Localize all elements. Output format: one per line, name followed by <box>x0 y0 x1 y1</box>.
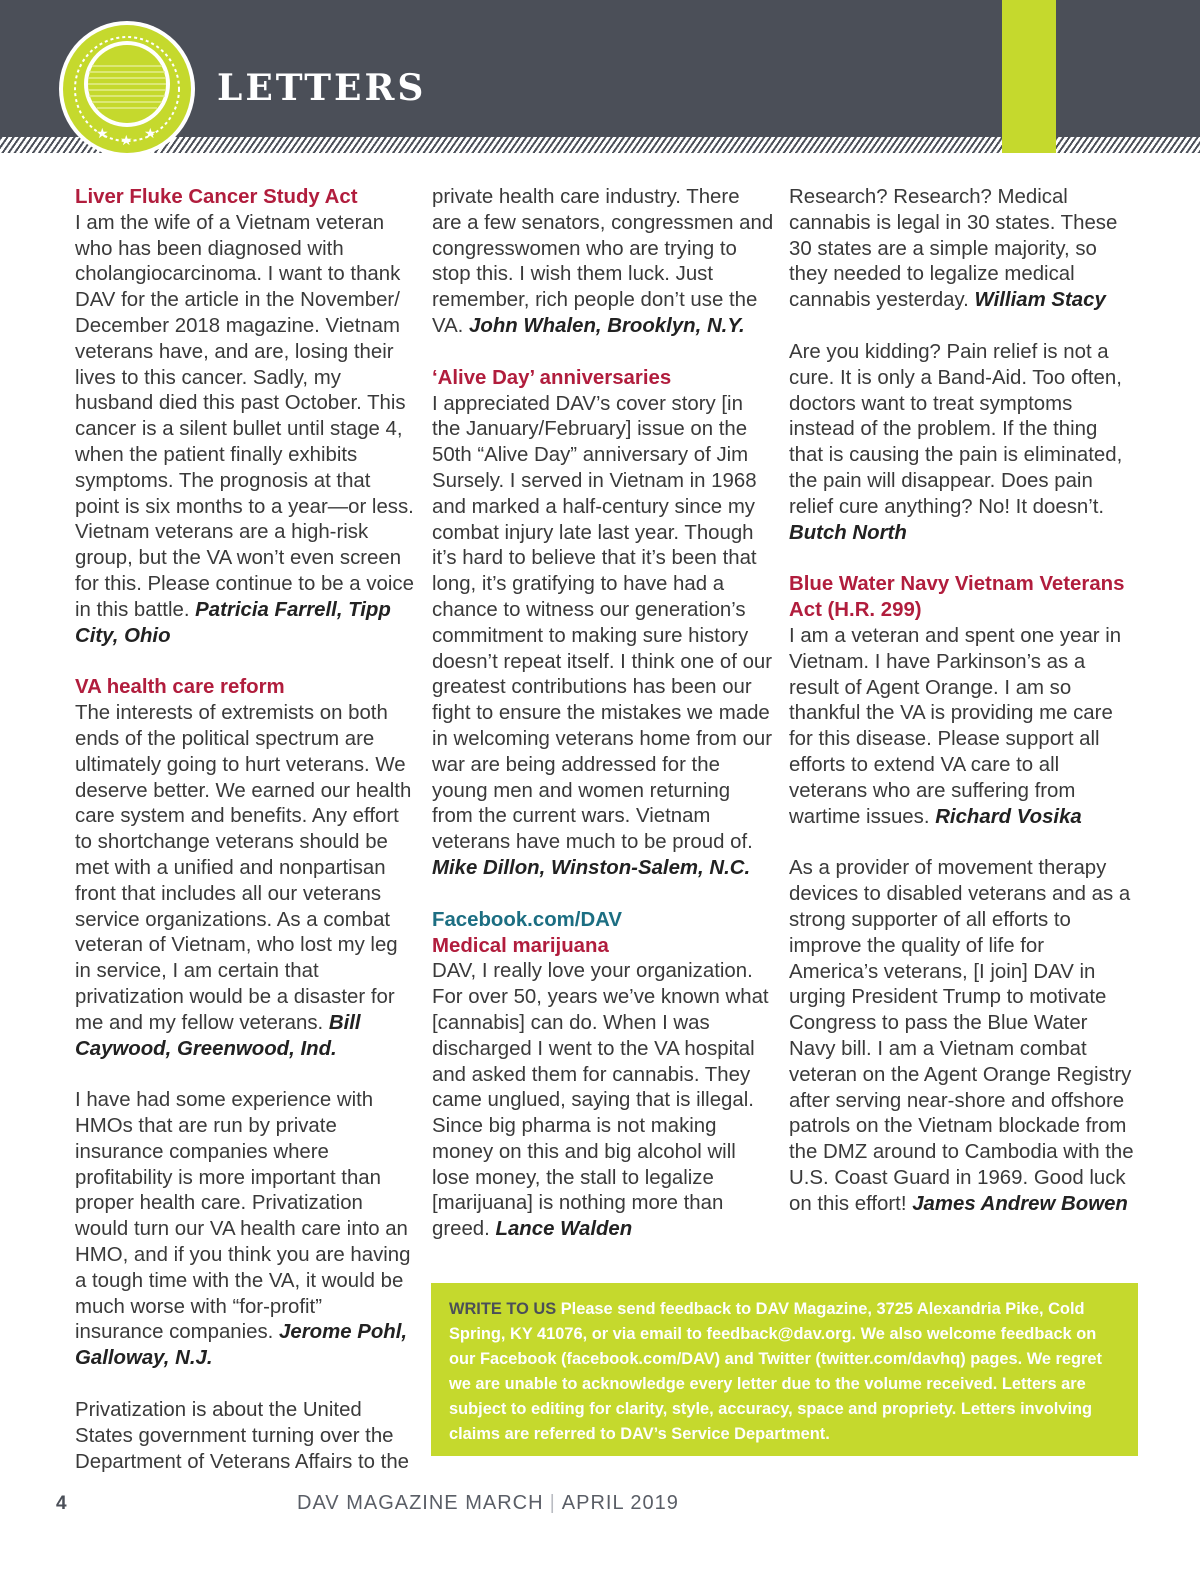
letter-signature: William Stacy <box>974 289 1106 312</box>
letter-text: I have had some experience with HMOs that are run by private insurance companies where profitability is more important than proper health care. Privatization would turn our VA health care into an HMO, and if you think you are having a tough time with the VA, it would be much worse with “for-profit” insurance companies. Jerome Pohl, Galloway, N.J. <box>75 1089 411 1370</box>
letter-text: Research? Research? Medical cannabis is legal in 30 states. These 30 states are a simple majority, so they needed to legalize medical cannabis yesterday. William Stacy <box>789 186 1118 312</box>
letter-text: private health care industry. There are a few senators, congressmen and congresswomen who are trying to stop this. I wish them luck. Just remember, rich people don’t use the VA. John Whalen, Brooklyn, N.Y. <box>432 186 774 337</box>
write-to-us-text: Please send feedback to DAV Magazine, 3725 Alexandria Pike, Cold Spring, KY 41076, or via email to feedback@dav.org. We also welcome feedback on our Facebook (facebook.com/DAV) and Twitter (twitter.com/davhq) pages. We regret we are unable to acknowledge every letter due to the volume received. Letters are subject to editing for clarity, style, accuracy, space and propriety. Letters involving claims are referred to DAV’s Service Department. <box>449 1300 1102 1443</box>
page-title: LETTERS <box>217 67 427 109</box>
letter-text: Privatization is about the United States government turning over the Department of Veterans Affairs to the <box>75 1399 409 1473</box>
letter-signature: Bill Caywood, Greenwood, Ind. <box>75 1011 361 1060</box>
heading-alive-day: ‘Alive Day’ anniversaries <box>432 366 672 389</box>
letter-text: As a provider of movement therapy devices to disabled veterans and as a strong supporter of all efforts to improve the quality of life for America’s veterans, [I join] DAV in urging President Trump to motivate Congress to pass the Blue Water Navy bill. I am a Vietnam combat veteran on the Agent Orange Registry after serving near-shore and offshore patrols on the Vietnam blockade from the DMZ around to Cambodia with the U.S. Coast Guard in 1969. Good luck on this effort! James Andrew Bowen <box>789 857 1134 1215</box>
letter-signature: John Whalen, Brooklyn, N.Y. <box>469 314 745 337</box>
letter-signature: Patricia Farrell, Tipp City, Ohio <box>75 598 391 647</box>
letter-text: The interests of extremists on both ends of the political spectrum are ultimately going to hurt veterans. We deserve better. We earned our health care system and benefits. Any effort to shortchange veterans should be met with a unified and nonpartisan front that includes all our veterans service organizations. As a combat veteran of Vietnam, who lost my leg in service, I am certain that privatization would be a disaster for me and my fellow veterans. Bill Caywood, Greenwood, Ind. <box>75 702 412 1060</box>
column-2 <box>432 185 774 1243</box>
svg-text:★: ★ <box>120 133 133 149</box>
letter-text: Are you kidding? Pain relief is not a cure. It is only a Band-Aid. Too often, doctors want to treat symptoms instead of the problem. If the thing that is causing the pain is eliminated, the pain will disappear. Does pain relief cure anything? No! It doesn’t. Butch North <box>789 340 1123 544</box>
heading-blue-water-navy: Blue Water Navy Vietnam Veterans Act (H.R. 299) <box>789 573 1125 622</box>
svg-text:★: ★ <box>96 126 109 142</box>
letter-text: I am the wife of a Vietnam veteran who has been diagnosed with cholangiocarcinoma. I want to thank DAV for the article in the November/ December 2018 magazine. Vietnam veterans have, and are, losing their lives to this cancer. Sadly, my husband died this past October. This cancer is a silent bullet until stage 4, when the patient finally exhibits symptoms. The prognosis at that point is six months to a year—or less. Vietnam veterans are a high-risk group, but the VA won’t even screen for this. Please continue to be a voice in this battle. Patricia Farrell, Tipp City, Ohio <box>75 211 414 647</box>
column-3 <box>789 185 1134 1217</box>
svg-text:★: ★ <box>144 126 157 142</box>
letter-signature: Richard Vosika <box>935 805 1082 828</box>
magazine-name: DAV MAGAZINE <box>297 1492 459 1514</box>
footer-issue: DAV MAGAZINE MARCH | APRIL 2019 <box>297 1492 679 1514</box>
heading-liver-fluke: Liver Fluke Cancer Study Act <box>75 186 358 208</box>
write-to-us-label: WRITE TO US <box>449 1300 557 1318</box>
letters-badge-icon <box>58 20 196 158</box>
letter-signature: Jerome Pohl, Galloway, N.J. <box>75 1321 408 1370</box>
issue-month: MARCH <box>465 1492 544 1514</box>
letter-text: I appreciated DAV’s cover story [in the January/February] issue on the 50th “Alive Day” anniversary of Jim Sursely. I served in Vietnam in 1968 and marked a half-century since my combat injury late last year. Though it’s hard to believe that it’s been that long, it’s gratifying to have had a chance to witness our generation’s commitment to making sure history doesn’t repeat itself. I think one of our greatest contributions has been our fight to ensure the mistakes we made in welcoming veterans home from our war are being addressed for the young men and women returning from the current wars. Vietnam veterans have much to be proud of. Mike Dillon, Winston-Salem, N.C. <box>432 392 773 879</box>
letter-text: DAV, I really love your organization. For over 50, years we’ve known what [cannabis] can do. When I was discharged I went to the VA hospital and asked them for cannabis. They came unglued, saying that is illegal. Since big pharma is not making money on this and big alcohol will lose money, the stall to legalize [marijuana] is nothing more than greed. Lance Walden <box>432 960 769 1241</box>
letter-text: I am a veteran and spent one year in Vietnam. I have Parkinson’s as a result of Agent Orange. I am so thankful the VA is providing me care for this disease. Please support all efforts to extend VA care to all veterans who are suffering from wartime issues. Richard Vosika <box>789 624 1122 828</box>
heading-medical-marijuana: Medical marijuana <box>432 934 609 957</box>
letter-signature: James Andrew Bowen <box>912 1192 1128 1215</box>
letter-signature: Butch North <box>789 521 907 544</box>
write-to-us-box <box>431 1283 1138 1456</box>
issue-rest: APRIL 2019 <box>561 1492 679 1514</box>
column-1 <box>75 185 415 1475</box>
page-number: 4 <box>56 1493 67 1514</box>
heading-va-health-care-reform: VA health care reform <box>75 676 285 699</box>
facebook-link[interactable]: Facebook.com/DAV <box>432 908 622 931</box>
letter-signature: Mike Dillon, Winston-Salem, N.C. <box>432 856 751 879</box>
accent-bar <box>1002 0 1056 153</box>
letter-signature: Lance Walden <box>495 1218 633 1241</box>
